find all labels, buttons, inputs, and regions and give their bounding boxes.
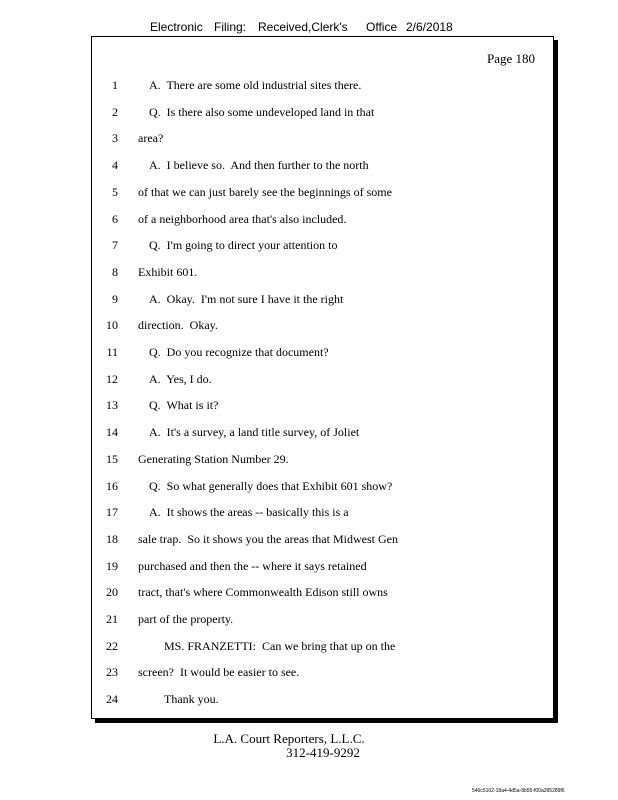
line-text: A. Okay. I'm not sure I have it the right: [149, 291, 344, 306]
line-text: A. Yes, I do.: [149, 371, 212, 386]
line-text: Q. What is it?: [149, 398, 219, 413]
line-number: 20: [106, 585, 118, 600]
line-number: 13: [106, 398, 118, 413]
line-number: 24: [106, 692, 118, 707]
transcript-line: [92, 317, 532, 333]
transcript-line: [92, 424, 532, 440]
page-number: Page 180: [486, 51, 535, 66]
line-number: 10: [106, 318, 118, 333]
line-text: Q. Do you recognize that document?: [149, 345, 329, 359]
line-number: 5: [112, 184, 118, 199]
transcript-line: [92, 157, 532, 173]
transcript-line: [92, 130, 532, 146]
line-number: 12: [106, 371, 118, 386]
filing-stamp-word: Received,Clerk's: [258, 20, 348, 34]
transcript-line: [92, 531, 532, 547]
line-text: part of the property.: [138, 612, 234, 626]
line-text: tract, that's where Commonwealth Edison still owns: [138, 585, 388, 600]
line-number: 11: [106, 345, 118, 359]
filing-stamp-word: Filing:: [214, 20, 247, 34]
transcript-line: [92, 371, 532, 387]
transcript-line: [92, 291, 532, 307]
line-number: 9: [112, 291, 118, 306]
line-text: sale trap. So it shows you the areas that Midwest Gen: [138, 531, 398, 546]
line-text: Exhibit 601.: [138, 264, 198, 279]
line-number: 14: [106, 425, 118, 440]
filing-stamp-date: 2/6/2018: [406, 20, 453, 34]
line-number: 4: [112, 158, 118, 173]
transcript-line: [92, 558, 532, 574]
transcript-line: [92, 397, 532, 413]
line-text: Q. Is there also some undeveloped land in that: [149, 104, 375, 119]
line-number: 1: [112, 78, 118, 92]
transcript-line: [92, 184, 532, 200]
reporter-name: L.A. Court Reporters, L.L.C.: [213, 731, 365, 746]
line-text: Thank you.: [164, 692, 219, 707]
transcript-line: [92, 104, 532, 120]
transcript-line: [92, 611, 532, 627]
line-text: of a neighborhood area that's also included.: [138, 211, 347, 226]
filing-stamp-word: Office: [366, 20, 398, 34]
court-reporter-footer: [0, 732, 618, 760]
transcript-line: [92, 478, 532, 494]
transcript-line: [92, 691, 532, 707]
line-text: of that we can just barely see the beginnings of some: [138, 184, 392, 199]
line-number: 2: [112, 104, 118, 119]
line-text: A. I believe so. And then further to the north: [149, 158, 369, 173]
electronic-filing-stamp: [150, 20, 480, 36]
line-text: MS. FRANZETTI: Can we bring that up on the: [164, 638, 396, 653]
line-text: area?: [138, 131, 164, 146]
line-number: 17: [106, 505, 118, 520]
transcript-page: [91, 36, 554, 719]
line-text: Generating Station Number 29.: [138, 451, 289, 466]
line-text: Q. I'm going to direct your attention to: [149, 238, 338, 253]
line-text: purchased and then the -- where it says retained: [138, 558, 367, 573]
line-number: 16: [106, 478, 118, 493]
line-text: A. There are some old industrial sites there.: [149, 78, 362, 92]
transcript-line: [92, 237, 532, 253]
line-text: A. It's a survey, a land title survey, of Joliet: [149, 425, 360, 440]
line-text: A. It shows the areas -- basically this is a: [149, 505, 349, 520]
transcript-line: [92, 504, 532, 520]
reporter-phone: 312-419-9292: [286, 745, 360, 760]
line-number: 22: [106, 638, 118, 653]
line-number: 21: [106, 612, 118, 626]
line-number: 3: [112, 131, 118, 146]
transcript-line: [92, 344, 532, 360]
transcript-line: [92, 664, 532, 680]
line-number: 23: [106, 665, 118, 680]
line-number: 18: [106, 531, 118, 546]
filing-stamp-word: Electronic: [150, 20, 203, 34]
line-number: 7: [112, 238, 118, 253]
line-text: screen? It would be easier to see.: [138, 665, 300, 680]
line-number: 15: [106, 451, 118, 466]
line-number: 8: [112, 264, 118, 279]
line-text: direction. Okay.: [138, 318, 218, 333]
transcript-line: [92, 211, 532, 227]
transcript-line: [92, 451, 532, 467]
transcript-line: [92, 638, 532, 654]
line-number: 6: [112, 211, 118, 226]
line-text: Q. So what generally does that Exhibit 601 show?: [149, 478, 393, 493]
transcript-line: [92, 584, 532, 600]
transcript-line: [92, 264, 532, 280]
transcript-line: [92, 77, 532, 93]
document-hash: 546c5102-18a4-4d5a-8b55-f00a395289f6: [472, 788, 565, 794]
line-number: 19: [106, 558, 118, 573]
